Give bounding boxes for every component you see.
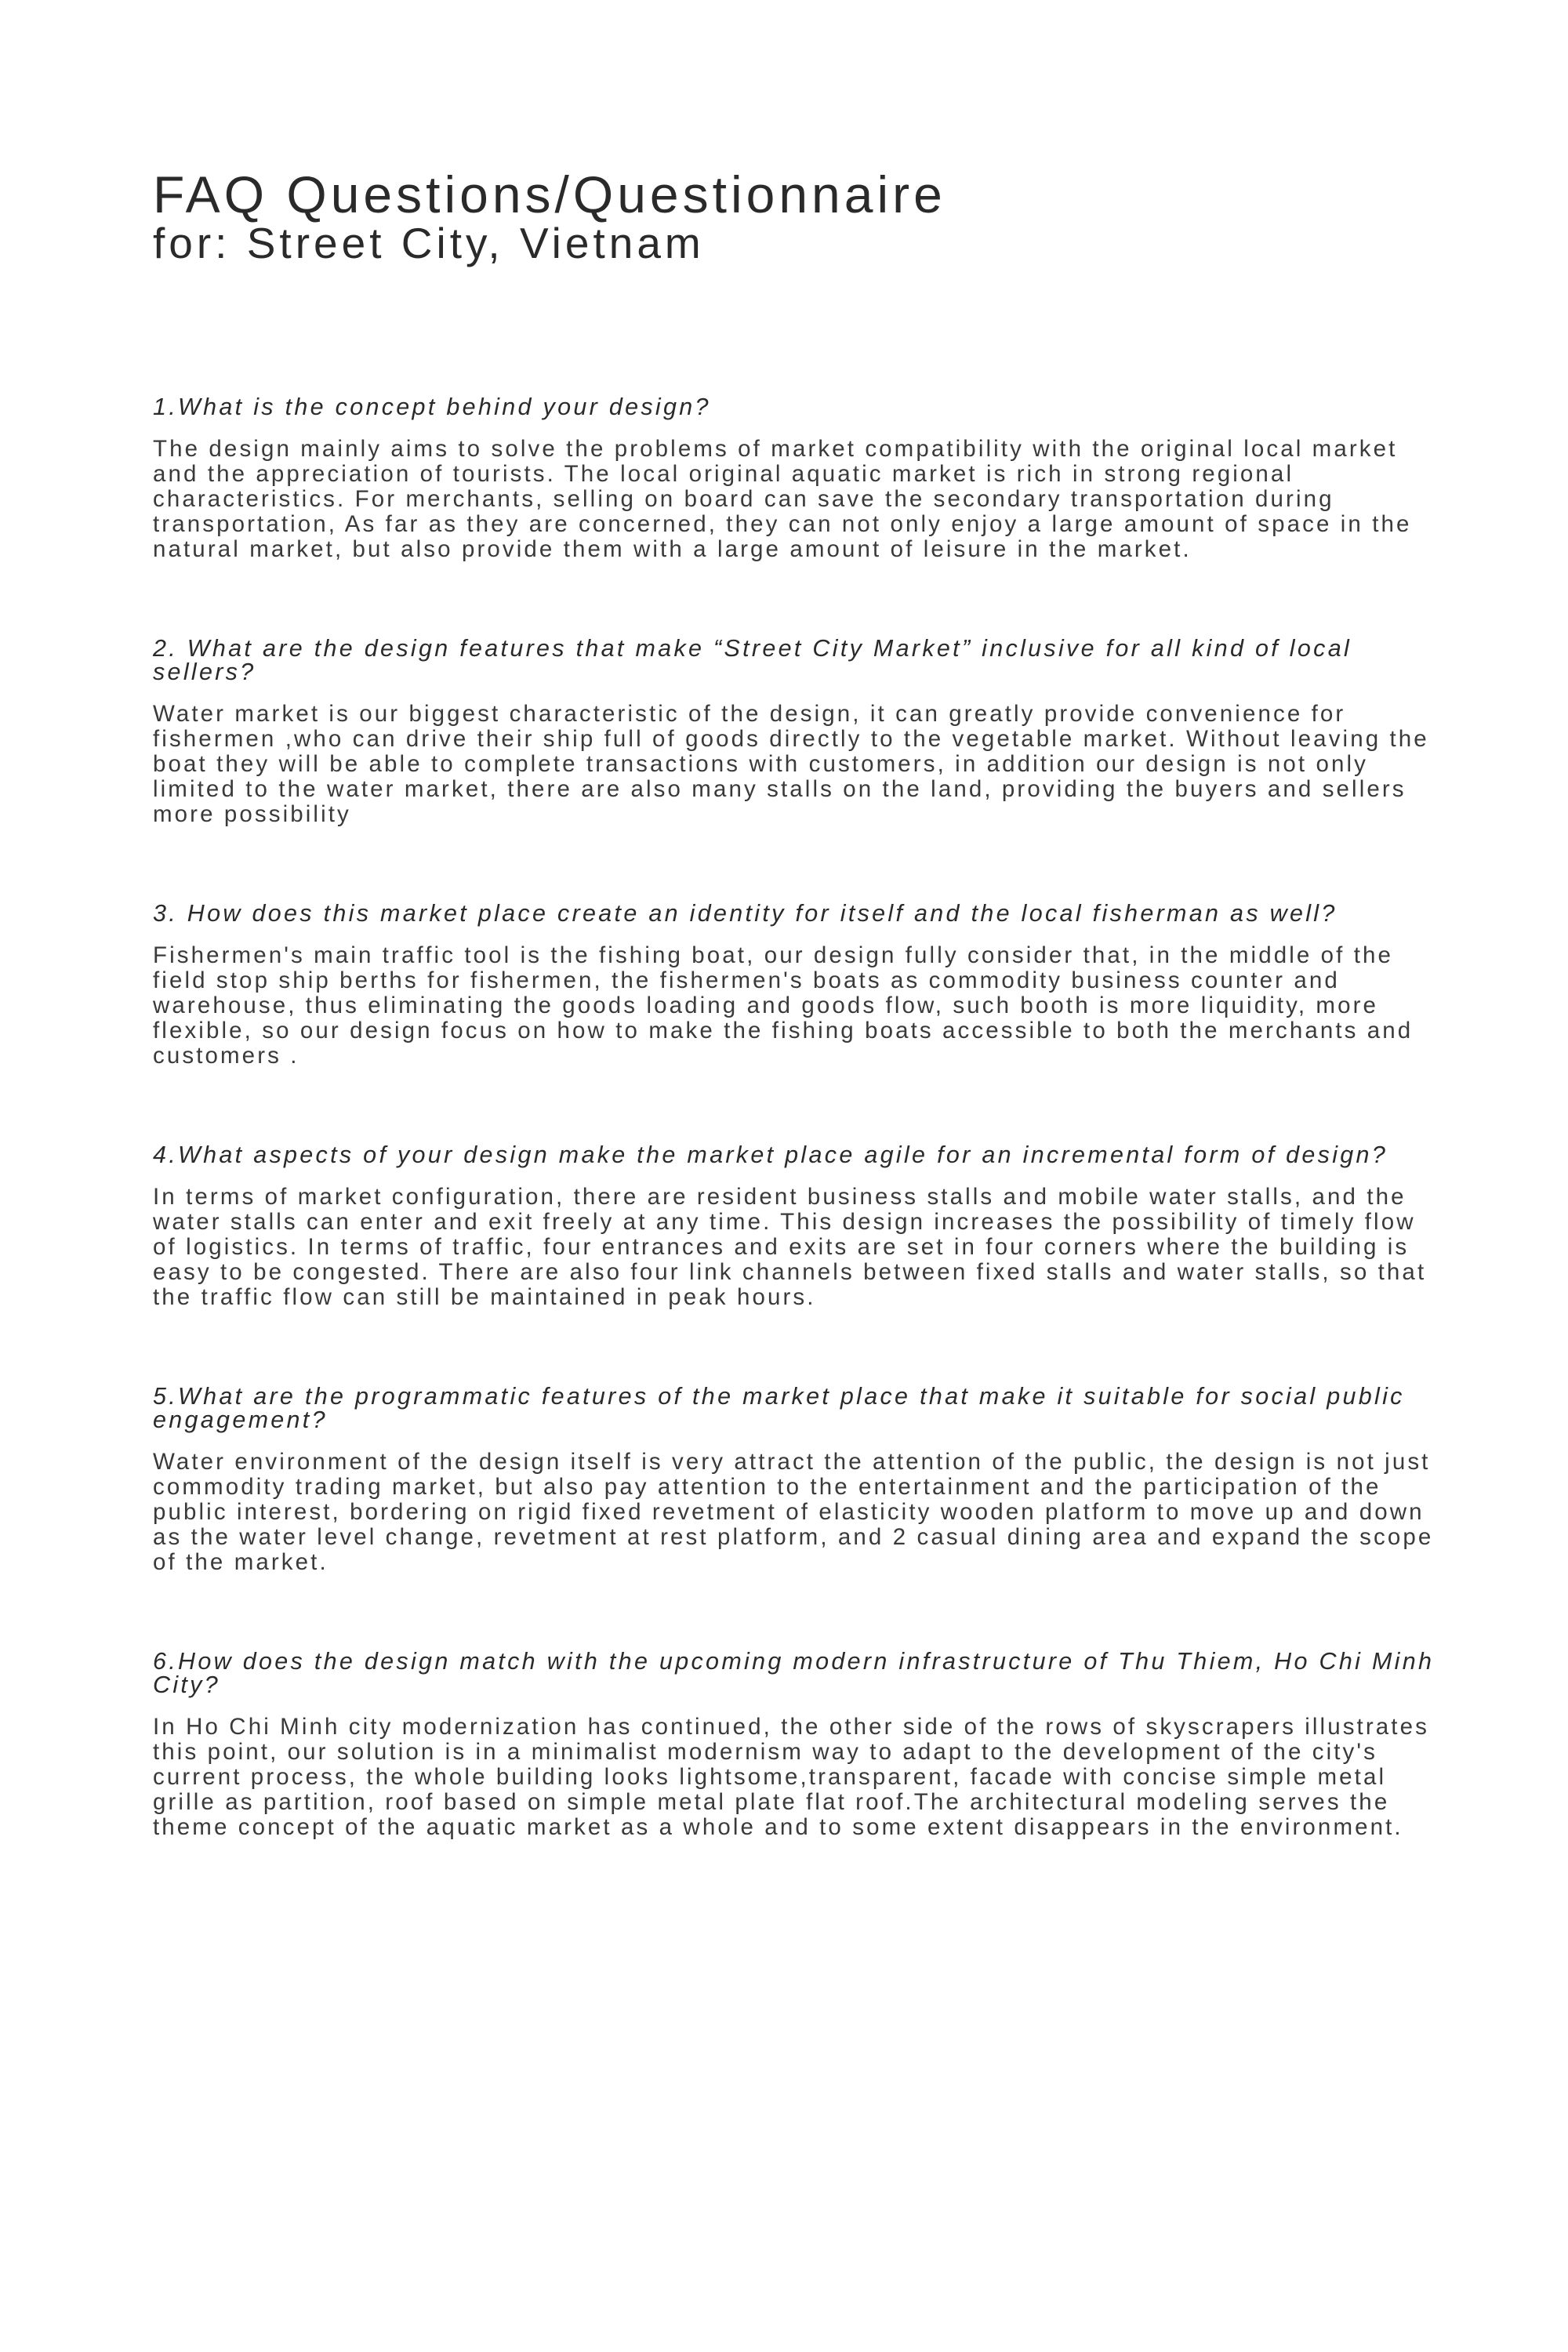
faq-item-2 <box>153 637 1446 827</box>
page-subtitle: for: Street City, Vietnam <box>153 219 705 267</box>
faq-answer-5: Water environment of the design itself is very attract the attention of the public, the design is not just commodity trading market, but also pay attention to the entertainment and the participation of the public interest, bordering on rigid fixed revetment of elasticity wooden platform to move up and down as the water level change, revetment at rest platform, and 2 casual dining area and expand the scope of the market. <box>153 1449 1434 1575</box>
faq-answer-4: In terms of market configuration, there are resident business stalls and mobile water stalls, and the water stalls can enter and exit freely at any time. This design increases the possibility of timely flow of logistics. In terms of traffic, four entrances and exits are set in four corners where the building is easy to be congested. There are also four link channels between fixed stalls and water stalls, so that the traffic flow can still be maintained in peak hours. <box>153 1184 1427 1310</box>
faq-answer-1: The design mainly aims to solve the problems of market compatibility with the original local market and the appreciation of tourists. The local original aquatic market is rich in strong regional characteristics. For merchants, selling on board can save the secondary transportation during transportation, As far as they are concerned, they can not only enjoy a large amount of space in the natural market, but also provide them with a large amount of leisure in the market. <box>153 436 1412 562</box>
document-page <box>153 165 1446 1915</box>
faq-item-5 <box>153 1385 1446 1575</box>
faq-item-6 <box>153 1650 1446 1840</box>
faq-item-1 <box>153 395 1446 562</box>
faq-question-5: 5.What are the programmatic features of the market place that make it suitable for social public engagement? <box>153 1383 1405 1433</box>
faq-answer-6: In Ho Chi Minh city modernization has continued, the other side of the rows of skyscrapers illustrates this point, our solution is in a minimalist modernism way to adapt to the development of the city's current process, the whole building looks lightsome,transparent, facade with concise simple metal grille as partition, roof based on simple metal plate flat roof.The architectural modeling serves the theme concept of the aquatic market as a whole and to some extent disappears in the environment. <box>153 1714 1429 1840</box>
page-title: FAQ Questions/Questionnaire <box>153 165 946 223</box>
faq-question-4: 4.What aspects of your design make the market place agile for an incremental form of design? <box>153 1142 1388 1168</box>
faq-answer-2: Water market is our biggest characteristic of the design, it can greatly provide convenience for fishermen ,who can drive their ship full of goods directly to the vegetable market. Without leaving the boat they will be able to complete transactions with customers, in addition our design is not only limited to the water market, there are also many stalls on the land, providing the buyers and sellers more possibility <box>153 701 1429 827</box>
faq-question-6: 6.How does the design match with the upcoming modern infrastructure of Thu Thiem, Ho Chi Minh City? <box>153 1648 1435 1698</box>
faq-item-3 <box>153 902 1446 1069</box>
faq-list <box>153 395 1446 1840</box>
faq-question-2: 2. What are the design features that make “Street City Market” inclusive for all kind of local sellers? <box>153 635 1352 685</box>
faq-answer-3: Fishermen's main traffic tool is the fishing boat, our design fully consider that, in the middle of the field stop ship berths for fishermen, the fishermen's boats as commodity business counter and warehouse, thus eliminating the goods loading and goods flow, such booth is more liquidity, more flexible, so our design focus on how to make the fishing boats accessible to both the merchants and customers . <box>153 942 1414 1069</box>
faq-question-1: 1.What is the concept behind your design? <box>153 394 711 420</box>
faq-question-3: 3. How does this market place create an identity for itself and the local fisherman as well? <box>153 900 1338 927</box>
faq-item-4 <box>153 1143 1446 1310</box>
